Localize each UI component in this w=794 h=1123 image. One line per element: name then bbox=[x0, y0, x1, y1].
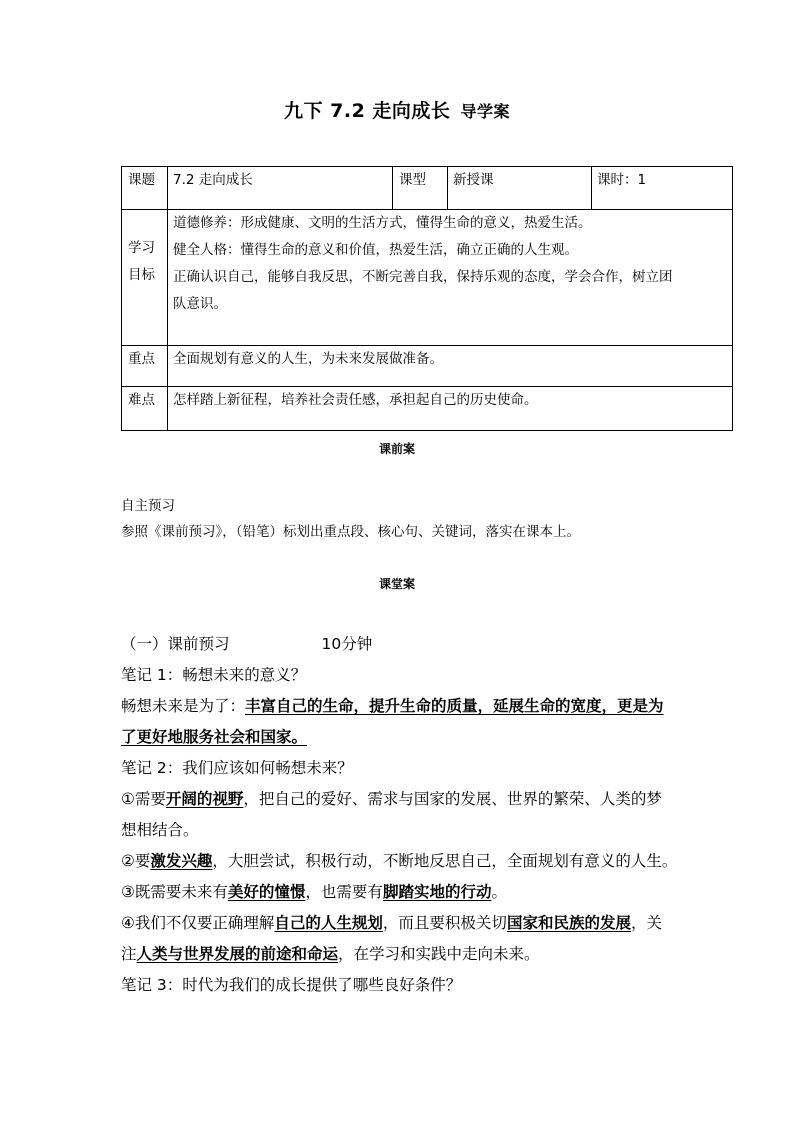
text: ，在学习和实践中走向未来。 bbox=[338, 945, 540, 963]
point-1 bbox=[121, 784, 681, 815]
class-notes bbox=[121, 629, 681, 1001]
note3-question: 笔记 3：时代为我们的成长提供了哪些良好条件？ bbox=[121, 976, 462, 994]
note1-key: 丰富自己的生命，提升生命的质量，延展生命的宽度，更是为 bbox=[245, 697, 664, 715]
type-value: 新授课 bbox=[448, 167, 592, 210]
text: 。 bbox=[491, 883, 507, 901]
self-study-text: 参照《课前预习》，（铅笔）标划出重点段、核心句、关键词，落实在课本上。 bbox=[121, 524, 580, 540]
point-3 bbox=[121, 877, 681, 908]
type-label: 课型 bbox=[393, 167, 448, 210]
self-study-title: 自主预习 bbox=[121, 498, 175, 514]
document-title bbox=[0, 96, 794, 123]
focus-value: 全面规划有意义的人生，为未来发展做准备。 bbox=[168, 346, 733, 387]
keyword: 开阔的视野 bbox=[165, 790, 244, 808]
text: ①需要 bbox=[121, 790, 166, 808]
keyword: 人类与世界发展的前途和命运 bbox=[136, 945, 339, 963]
text: ，也需要有 bbox=[305, 883, 383, 901]
part1-line bbox=[121, 629, 681, 660]
note2-question: 笔记 2：我们应该如何畅想未来？ bbox=[121, 759, 353, 777]
keyword: 美好的憧憬 bbox=[227, 883, 306, 901]
keyword: 国家和民族的发展 bbox=[506, 914, 631, 932]
point-4-cont bbox=[121, 939, 681, 970]
title-main: 九下 7.2 走向成长 bbox=[284, 100, 451, 122]
goal-label bbox=[122, 210, 168, 346]
text: ④我们不仅要正确理解 bbox=[121, 914, 275, 932]
text: ，大胆尝试，积极行动，不断地反思自己，全面规划有意义的人生。 bbox=[212, 852, 678, 870]
difficulty-label: 难点 bbox=[122, 387, 168, 431]
part1-title: （一）课前预习 bbox=[121, 635, 230, 653]
text: 注 bbox=[121, 945, 137, 963]
goal-line: 队意识。 bbox=[173, 296, 227, 312]
text: ②要 bbox=[121, 852, 151, 870]
point-4 bbox=[121, 908, 681, 939]
text: ，而且要积极关切 bbox=[382, 914, 507, 932]
goal-line: 健全人格：懂得生命的意义和价值，热爱生活，确立正确的人生观。 bbox=[173, 242, 578, 258]
text: ，关 bbox=[630, 914, 662, 932]
topic-value: 7.2 走向成长 bbox=[168, 167, 393, 210]
in-class-heading: 课堂案 bbox=[378, 577, 415, 591]
table-row bbox=[122, 167, 733, 210]
focus-label: 重点 bbox=[122, 346, 168, 387]
keyword: 激发兴趣 bbox=[150, 852, 213, 870]
lesson-plan-table bbox=[121, 166, 733, 431]
goal-line: 正确认识自己，能够自我反思，不断完善自我，保持乐观的态度，学会合作，树立团 bbox=[173, 269, 673, 285]
goal-label-line: 学习 bbox=[128, 240, 155, 256]
text: ③既需要未来有 bbox=[121, 883, 228, 901]
point-1-cont: 想相结合。 bbox=[121, 821, 199, 839]
hours-value: 课时：1 bbox=[592, 167, 733, 210]
text: ，把自己的爱好、需求与国家的发展、世界的繁荣、人类的梦 bbox=[243, 790, 662, 808]
note1-lead: 畅想未来是为了： bbox=[121, 697, 246, 715]
point-2 bbox=[121, 846, 681, 877]
note1-question: 笔记 1：畅想未来的意义？ bbox=[121, 666, 307, 684]
table-row bbox=[122, 210, 733, 346]
table-row bbox=[122, 346, 733, 387]
note1-answer bbox=[121, 691, 681, 722]
topic-label: 课题 bbox=[122, 167, 168, 210]
note1-key-cont: 了更好地服务社会和国家。 bbox=[121, 728, 308, 746]
keyword: 自己的人生规划 bbox=[274, 914, 383, 932]
goal-label-line: 目标 bbox=[128, 267, 155, 283]
part1-time: 10分钟 bbox=[321, 635, 373, 653]
difficulty-value: 怎样踏上新征程，培养社会责任感，承担起自己的历史使命。 bbox=[168, 387, 733, 431]
goal-line: 道德修养：形成健康、文明的生活方式，懂得生命的意义，热爱生活。 bbox=[173, 215, 592, 231]
keyword: 脚踏实地的行动 bbox=[382, 883, 492, 901]
title-sub: 导学案 bbox=[460, 102, 510, 121]
pre-class-heading: 课前案 bbox=[378, 442, 415, 456]
note1-answer-cont bbox=[121, 722, 681, 753]
goals-cell bbox=[168, 210, 733, 346]
table-row bbox=[122, 387, 733, 431]
